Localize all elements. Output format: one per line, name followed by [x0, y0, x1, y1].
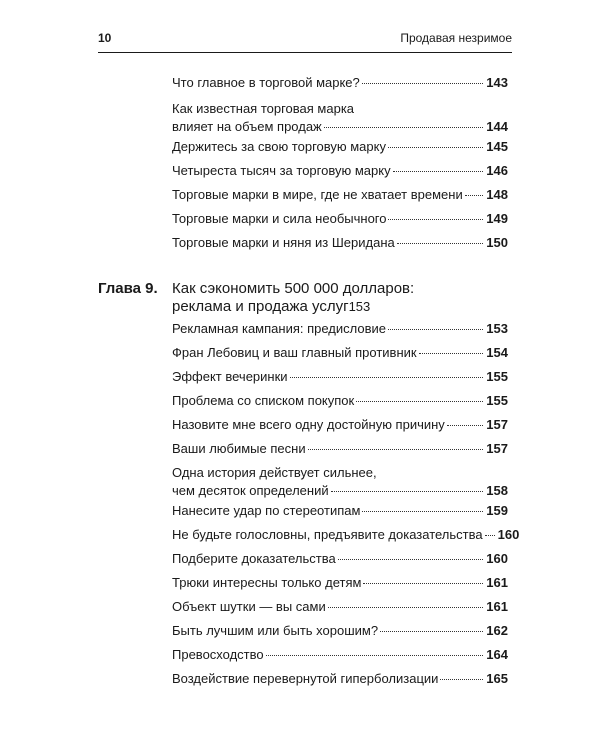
- header-rule: [98, 52, 512, 53]
- toc-entry-page: 159: [486, 503, 508, 518]
- toc-entry-title: Превосходство: [172, 647, 264, 662]
- toc-entry-title: Нанесите удар по стереотипам: [172, 503, 361, 518]
- toc-leader-dots: [485, 535, 495, 536]
- toc-entry-page: 154: [486, 345, 508, 360]
- toc-entry: [172, 392, 508, 410]
- running-title: Продавая незримое: [400, 31, 512, 45]
- toc-leader-dots: [363, 583, 483, 584]
- toc-leader-dots: [308, 449, 484, 450]
- toc-entry-title: Торговые марки в мире, где не хватает времени: [172, 187, 463, 202]
- toc-entry: [172, 464, 508, 500]
- toc-leader-dots: [324, 127, 484, 128]
- toc-entry: [172, 320, 508, 338]
- toc-entry-page: 161: [486, 575, 508, 590]
- toc-entry: [172, 598, 508, 616]
- toc-entry: [172, 550, 508, 568]
- running-header: [98, 28, 512, 48]
- toc-entry-title-cont: чем десяток определений: [172, 483, 329, 498]
- toc-entry-page: 160: [497, 527, 520, 542]
- toc-entry: [172, 186, 508, 204]
- toc-entry-title: Торговые марки и сила необычного: [172, 211, 387, 226]
- toc-entry: [172, 162, 508, 180]
- toc-entry-page: 153: [486, 321, 508, 336]
- toc-entry: [172, 622, 508, 640]
- toc-entry-page: 150: [486, 235, 508, 250]
- toc-leader-dots: [447, 425, 483, 426]
- chapter-label: Глава 9.: [98, 280, 158, 297]
- toc-entry: [172, 502, 508, 520]
- toc-entry-title: Подберите доказательства: [172, 551, 336, 566]
- toc-entry-title: Торговые марки и няня из Шеридана: [172, 235, 395, 250]
- toc-entry-title-cont: влияет на объем продаж: [172, 119, 322, 134]
- toc-entry-page: 148: [486, 187, 508, 202]
- toc-entry-title: Объект шутки — вы сами: [172, 599, 326, 614]
- toc-entry-page: 162: [486, 623, 508, 638]
- toc-leader-dots: [388, 147, 483, 148]
- toc-leader-dots: [393, 171, 484, 172]
- toc-entry: [172, 416, 508, 434]
- toc-entry-title: Быть лучшим или быть хорошим?: [172, 623, 379, 638]
- toc-leader-dots: [362, 511, 483, 512]
- chapter-page: 153: [348, 299, 371, 314]
- toc-entry-page: 143: [486, 75, 508, 90]
- toc-leader-dots: [328, 607, 484, 608]
- toc-entry-title: Что главное в торговой марке?: [172, 75, 360, 90]
- toc-entry: [172, 234, 508, 252]
- toc-entry-page: 146: [486, 163, 508, 178]
- toc-leader-dots: [397, 243, 484, 244]
- toc-entry: [172, 100, 508, 136]
- toc-entry: [172, 646, 508, 664]
- toc-entry-page: 165: [486, 671, 508, 686]
- page-number: 10: [98, 31, 112, 45]
- toc-entry-page: 158: [486, 483, 508, 498]
- toc-entry-title: Рекламная кампания: предисловие: [172, 321, 387, 336]
- toc-entry-title: Назовите мне всего одну достойную причину: [172, 417, 445, 432]
- toc-entry-title: Не будьте голословны, предъявите доказательства: [172, 527, 483, 542]
- toc-leader-dots: [380, 631, 483, 632]
- toc-entry: [172, 210, 508, 228]
- toc-entry: [172, 138, 508, 156]
- toc-entry-page: 164: [486, 647, 508, 662]
- toc-leader-dots: [356, 401, 483, 402]
- toc-entry-page: 155: [486, 369, 508, 384]
- toc-entry-title: Фран Лебовиц и ваш главный противник: [172, 345, 417, 360]
- toc-leader-dots: [388, 219, 483, 220]
- toc-entry-page: 144: [486, 119, 508, 134]
- toc-entry-title: Воздействие перевернутой гиперболизации: [172, 671, 439, 686]
- toc-leader-dots: [388, 329, 483, 330]
- toc-entry-page: 155: [486, 393, 508, 408]
- toc-entry-page: 157: [486, 441, 508, 456]
- toc-entry: [172, 574, 508, 592]
- toc-entry: [172, 526, 520, 544]
- toc-entry-title: Одна история действует сильнее,: [172, 465, 377, 480]
- toc-leader-dots: [338, 559, 484, 560]
- toc-leader-dots: [362, 83, 484, 84]
- toc-entry-title: Держитесь за свою торговую марку: [172, 139, 386, 154]
- toc-entry: [172, 440, 508, 458]
- toc-entry-page: 157: [486, 417, 508, 432]
- toc-entry: [172, 344, 508, 362]
- toc-leader-dots: [419, 353, 484, 354]
- chapter-title-line1: Как сэкономить 500 000 долларов:: [172, 280, 415, 297]
- toc-entry-title: Проблема со списком покупок: [172, 393, 355, 408]
- toc-entry-page: 149: [486, 211, 508, 226]
- toc-entry-page: 160: [486, 551, 508, 566]
- toc-entry-page: 145: [486, 139, 508, 154]
- toc-leader-dots: [290, 377, 484, 378]
- toc-entry: [172, 368, 508, 386]
- toc-leader-dots: [440, 679, 483, 680]
- toc-entry: [172, 670, 508, 688]
- toc-entry-page: 161: [486, 599, 508, 614]
- toc-leader-dots: [331, 491, 484, 492]
- toc-leader-dots: [465, 195, 484, 196]
- chapter-title-line2: реклама и продажа услуг: [172, 298, 349, 315]
- toc-leader-dots: [266, 655, 484, 656]
- toc-entry-title: Эффект вечеринки: [172, 369, 288, 384]
- toc-entry: [172, 74, 508, 92]
- toc-entry-title: Ваши любимые песни: [172, 441, 306, 456]
- toc-entry-title: Трюки интересны только детям: [172, 575, 362, 590]
- toc-entry-title: Как известная торговая марка: [172, 101, 355, 116]
- chapter-heading: [172, 280, 508, 316]
- toc-entry-title: Четыреста тысяч за торговую марку: [172, 163, 391, 178]
